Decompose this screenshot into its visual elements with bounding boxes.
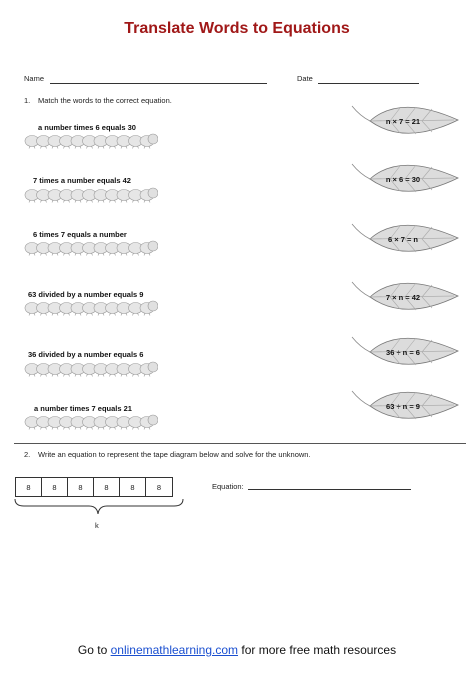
footer-suffix: for more free math resources: [241, 643, 397, 657]
name-field-line[interactable]: [50, 83, 267, 84]
caterpillar-illustration: [24, 240, 158, 256]
footer: [0, 643, 474, 657]
question-1-number: 1.: [24, 96, 31, 105]
caterpillar-illustration: [24, 187, 158, 203]
question-2: [24, 450, 311, 459]
tape-cell: 8: [120, 478, 146, 496]
tape-cell: 8: [42, 478, 68, 496]
phrase-1: a number times 6 equals 30: [38, 123, 136, 132]
equation-label: Equation:: [212, 482, 244, 491]
footer-prefix: Go to: [77, 643, 108, 657]
equation-4: 7 × n = 42: [385, 293, 421, 302]
equation-3: 6 × 7 = n: [387, 235, 419, 244]
caterpillar-illustration: [24, 361, 158, 377]
phrase-2: 7 times a number equals 42: [33, 176, 131, 185]
phrase-6: a number times 7 equals 21: [34, 404, 132, 413]
caterpillar-illustration: [24, 133, 158, 149]
date-field-line[interactable]: [318, 83, 419, 84]
caterpillar-illustration: [24, 300, 158, 316]
name-label: Name: [24, 74, 45, 83]
phrase-4: 63 divided by a number equals 9: [28, 290, 144, 299]
worksheet-title: Translate Words to Equations: [124, 20, 350, 37]
equation-1: n × 7 = 21: [385, 117, 421, 126]
equation-answer-line[interactable]: [248, 489, 411, 490]
equation-6: 63 ÷ n = 9: [386, 402, 420, 411]
tape-diagram: [15, 477, 173, 497]
tape-brace: [14, 498, 184, 518]
question-2-number: 2.: [24, 450, 31, 459]
question-1: [24, 96, 172, 105]
brace-label: k: [95, 521, 99, 530]
date-label: Date: [297, 74, 313, 83]
footer-link[interactable]: onlinemathlearning.com: [110, 643, 239, 657]
tape-cell: 8: [16, 478, 42, 496]
equation-2: n × 6 = 30: [385, 175, 421, 184]
caterpillar-illustration: [24, 414, 158, 430]
phrase-5: 36 divided by a number equals 6: [28, 350, 144, 359]
equation-5: 36 ÷ n = 6: [386, 348, 420, 357]
section-divider: [14, 443, 466, 444]
tape-cell: 8: [156, 482, 162, 492]
tape-cell: 8: [94, 478, 120, 496]
question-1-text: Match the words to the correct equation.: [38, 96, 172, 105]
tape-cell: 8: [68, 478, 94, 496]
phrase-3: 6 times 7 equals a number: [33, 230, 127, 239]
question-2-text: Write an equation to represent the tape diagram below and solve for the unknown.: [38, 450, 311, 459]
